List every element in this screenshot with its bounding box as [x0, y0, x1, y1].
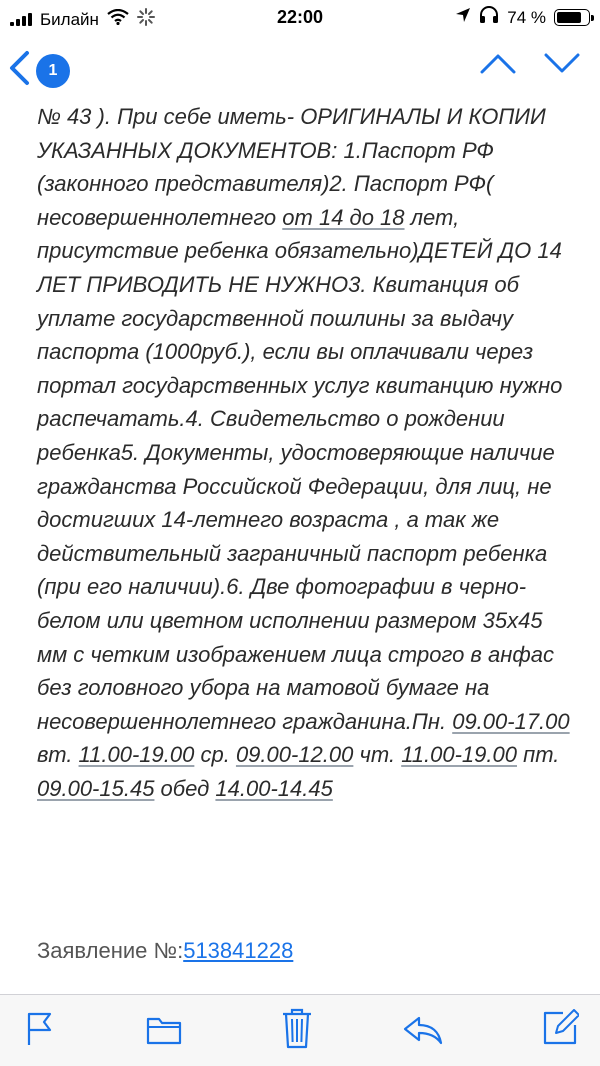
message-text-segment: обед [154, 775, 216, 801]
move-to-folder-button[interactable] [146, 1015, 182, 1050]
detected-data-link[interactable]: от 14 до 18 [282, 204, 405, 230]
flag-button[interactable] [26, 1011, 54, 1052]
headphones-icon [479, 6, 499, 29]
flag-icon [26, 1011, 54, 1047]
application-line [37, 938, 293, 964]
reply-icon [402, 1015, 444, 1045]
down-chevron-icon [544, 52, 580, 74]
reply-button[interactable] [402, 1015, 444, 1050]
carrier-label: Билайн [40, 9, 99, 29]
detected-data-link[interactable]: 14.00-14.45 [215, 775, 333, 801]
message-text-segment: пт. [517, 742, 560, 768]
battery-icon [554, 9, 590, 26]
application-label: Заявление №: [37, 938, 184, 963]
message-text-segment: ср. [194, 742, 236, 768]
previous-message-button[interactable] [480, 52, 516, 79]
unread-count-badge: 1 [36, 54, 70, 88]
message-text-segment: чт. [353, 742, 402, 768]
up-chevron-icon [480, 52, 516, 74]
status-bar [0, 0, 600, 36]
detected-data-link[interactable]: 09.00-15.45 [37, 775, 155, 801]
back-chevron-icon [8, 50, 30, 91]
battery-percent: 74 % [507, 7, 546, 27]
nav-bar [0, 36, 600, 100]
back-button[interactable] [8, 50, 70, 91]
trash-icon [281, 1007, 313, 1049]
detected-data-link[interactable]: 11.00-19.00 [78, 742, 195, 768]
message-text-segment: лет, присутствие ребенка обязательно)ДЕТЕЙ ДО 14 ЛЕТ ПРИВОДИТЬ НЕ НУЖНО3. Квитанция об уплате государственной пошлины за выдачу паспорта (1000руб.), если вы оплачивали через портал государственных услуг квитанцию нужно распечатать.4. Свидетельство о рождении ребенка5. Документы, удостоверяющие наличие гражданства Российской Федерации, для лиц, не достигших 14-летнего возраста , а так же действительный заграничный паспорт ребенка (при его наличии).6. Две фотографии в черно-белом или цветном исполнении размером 35х45 мм с четким изображением лица строго в анфас без головного убора на матовой бумаге на несовершеннолетнего гражданина.Пн. [37, 204, 563, 734]
message-body [37, 100, 577, 805]
message-navigation [480, 52, 580, 79]
delete-button[interactable] [281, 1007, 313, 1054]
compose-button[interactable] [543, 1009, 579, 1050]
detected-data-link[interactable]: 11.00-19.00 [401, 742, 517, 768]
status-right [455, 6, 590, 29]
detected-data-link[interactable]: 09.00-12.00 [235, 742, 354, 768]
folder-icon [146, 1015, 182, 1045]
bottom-toolbar [0, 994, 600, 1066]
next-message-button[interactable] [544, 52, 580, 79]
location-icon [455, 7, 471, 28]
compose-icon [543, 1009, 579, 1045]
message-text-segment: № 43 ). При себе иметь- ОРИГИНАЛЫ И КОПИИ УКАЗАННЫХ ДОКУМЕНТОВ: 1.Паспорт РФ (законного представителя)2. Паспорт РФ( несовершеннолетнего [37, 104, 546, 230]
message-text-segment: вт. [37, 742, 79, 768]
application-number-link[interactable]: 513841228 [183, 938, 294, 963]
detected-data-link[interactable]: 09.00-17.00 [452, 708, 570, 734]
clock: 22:00 [276, 7, 324, 27]
message-text [37, 100, 577, 805]
